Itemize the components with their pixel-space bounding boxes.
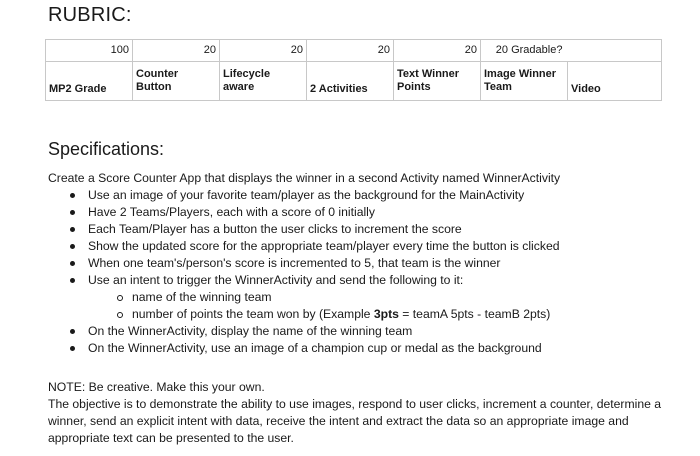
rubric-criteria-cell: Video [568, 62, 662, 101]
specifications-body [48, 170, 678, 357]
list-item-text: Each Team/Player has a button the user clicks to increment the score [88, 222, 462, 236]
specifications-title: Specifications: [48, 139, 165, 159]
rubric-points-cell: 20 [133, 40, 220, 62]
bullet-dot-icon [70, 278, 75, 283]
note-line: NOTE: Be creative. Make this your own. [48, 380, 265, 394]
bullet-dot-icon [70, 193, 75, 198]
note-objective: The objective is to demonstrate the ability to use images, respond to user clicks, increment a counter, determine a winner, send an explicit intent with data, receive the intent and extract the data so an appropriate image and appropriate text can be presented to the user. [48, 397, 662, 445]
rubric-criteria-cell: Image Winner Team [481, 62, 568, 101]
sub-bullet-list [88, 289, 678, 323]
list-item [88, 187, 678, 204]
bullet-dot-icon [70, 227, 75, 232]
list-item [88, 323, 678, 340]
list-item [88, 255, 678, 272]
bullet-dot-icon [70, 346, 75, 351]
sub-list-item [132, 289, 678, 306]
bullet-dot-icon [70, 244, 75, 249]
list-item-text: Use an image of your favorite team/player as the background for the MainActivity [88, 188, 525, 202]
sub-list-item-text: name of the winning team [132, 290, 272, 304]
rubric-points-row [46, 40, 662, 62]
rubric-points-cell [481, 40, 662, 62]
hollow-bullet-icon [117, 295, 123, 301]
list-item [88, 272, 678, 323]
sub-list-item [132, 306, 678, 323]
rubric-points-cell: 20 [394, 40, 481, 62]
rubric-points-cell: 100 [46, 40, 133, 62]
bullet-dot-icon [70, 329, 75, 334]
rubric-points-cell: 20 [220, 40, 307, 62]
list-item-text: On the WinnerActivity, display the name of the winning team [88, 324, 413, 338]
hollow-bullet-icon [117, 312, 123, 318]
rubric-heading: RUBRIC: [48, 4, 132, 26]
rubric-criteria-cell: 2 Activities [307, 62, 394, 101]
list-item-text: Have 2 Teams/Players, each with a score of 0 initially [88, 205, 375, 219]
list-item-text: Use an intent to trigger the WinnerActivity and send the following to it: [88, 273, 464, 287]
list-item [88, 340, 678, 357]
rubric-criteria-cell: Text Winner Points [394, 62, 481, 101]
bullet-dot-icon [70, 261, 75, 266]
rubric-gradable-label: Gradable? [511, 44, 563, 56]
bullet-list [48, 187, 678, 357]
list-item-text: When one team's/person's score is incremented to 5, that team is the winner [88, 256, 501, 270]
rubric-table [45, 39, 662, 101]
rubric-criteria-cell: Counter Button [133, 62, 220, 101]
list-item-text: On the WinnerActivity, use an image of a champion cup or medal as the background [88, 341, 542, 355]
rubric-criteria-row [46, 62, 662, 101]
bullet-dot-icon [70, 210, 75, 215]
rubric-criteria-cell: Lifecycle aware [220, 62, 307, 101]
list-item-text: Show the updated score for the appropriate team/player every time the button is clicked [88, 239, 560, 253]
list-item [88, 204, 678, 221]
rubric-points-cell: 20 [307, 40, 394, 62]
list-item [88, 238, 678, 255]
rubric-points-value: 20 [495, 44, 508, 56]
rubric-criteria-cell: MP2 Grade [46, 62, 133, 101]
note-section [48, 379, 680, 447]
specifications-intro: Create a Score Counter App that displays the winner in a second Activity named WinnerActivity [48, 171, 561, 185]
points-text-prefix: number of points the team won by (Example [132, 307, 374, 321]
list-item [88, 221, 678, 238]
points-example-bold: 3pts [373, 307, 399, 321]
points-text-suffix: = teamA 5pts - teamB 2pts) [398, 307, 551, 321]
